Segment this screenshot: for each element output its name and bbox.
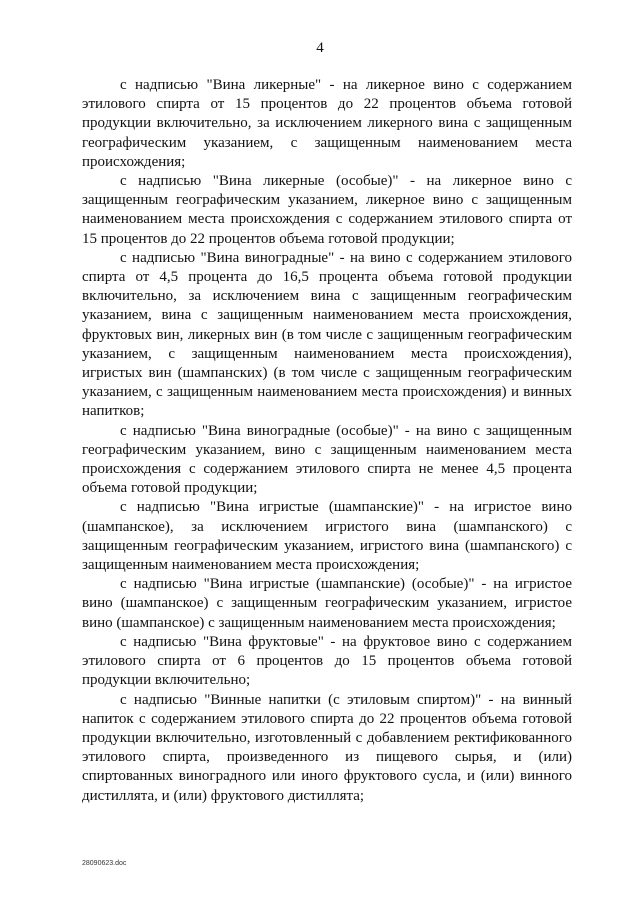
paragraph-sparkling-wines-special: с надписью "Вина игристые (шампанские) (особые)" - на игристое вино (шампанское) с защищенным географическим указанием, игристое вино (шампанское) с защищенным наименованием места происхождения; — [82, 576, 572, 631]
paragraph-fruit-wines: с надписью "Вина фруктовые" - на фруктовое вино с содержанием этилового спирта от 6 процентов до 15 процентов объема готовой продукции включительно; — [82, 633, 572, 689]
paragraph-grape-wines: с надписью "Вина виноградные" - на вино с содержанием этилового спирта от 4,5 процента до 16,5 процента объема готовой продукции включительно, за исключением вина с защищенным географическим указанием, вина с защищенным наименованием места происхождения, фруктовых вин, ликерных вин (в том числе с защищенным географическим указанием, с защищенным наименованием места происхождения), игристых вин (шампанских) (в том числе с защищенным географическим указанием, с защищенным наименованием места происхождения) и винных напитков; — [82, 249, 572, 420]
page-number: 4 — [316, 40, 324, 56]
paragraph-wine-drinks: с надписью "Винные напитки (с этиловым спиртом)" - на винный напиток с содержанием этилового спирта до 22 процентов объема готовой продукции включительно, изготовленный с добавлением ректификованного этилового спирта, произведенного из пищевого сырья, и (или) спиртованных виноградного или иного фруктового сусла, и (или) винного дистиллята, и (или) фруктового дистиллята; — [82, 691, 572, 804]
document-body — [82, 76, 572, 806]
paragraph-liqueur-wines: с надписью "Вина ликерные" - на ликерное вино с содержанием этилового спирта от 15 процентов до 22 процентов объема готовой продукции включительно, за исключением ликерного вина с защищенным географическим указанием, с защищенным наименованием места происхождения; — [82, 77, 572, 170]
footer-filename: 28090623.doc — [82, 860, 127, 867]
paragraph-grape-wines-special: с надписью "Вина виноградные (особые)" - на вино с защищенным географическим указанием, вино с защищенным наименованием места происхождения с содержанием этилового спирта не менее 4,5 процента объема готовой продукции; — [82, 422, 572, 497]
paragraph-sparkling-wines: с надписью "Вина игристые (шампанские)" - на игристое вино (шампанское), за исключением игристого вина (шампанского) с защищенным географическим указанием, игристого вина (шампанского) с защищенным наименованием места происхождения; — [82, 499, 572, 574]
paragraph-liqueur-wines-special: с надписью "Вина ликерные (особые)" - на ликерное вино с защищенным географическим указанием, ликерное вино с защищенным наименованием места происхождения с содержанием этилового спирта от 15 процентов до 22 процентов объема готовой продукции; — [82, 173, 572, 247]
